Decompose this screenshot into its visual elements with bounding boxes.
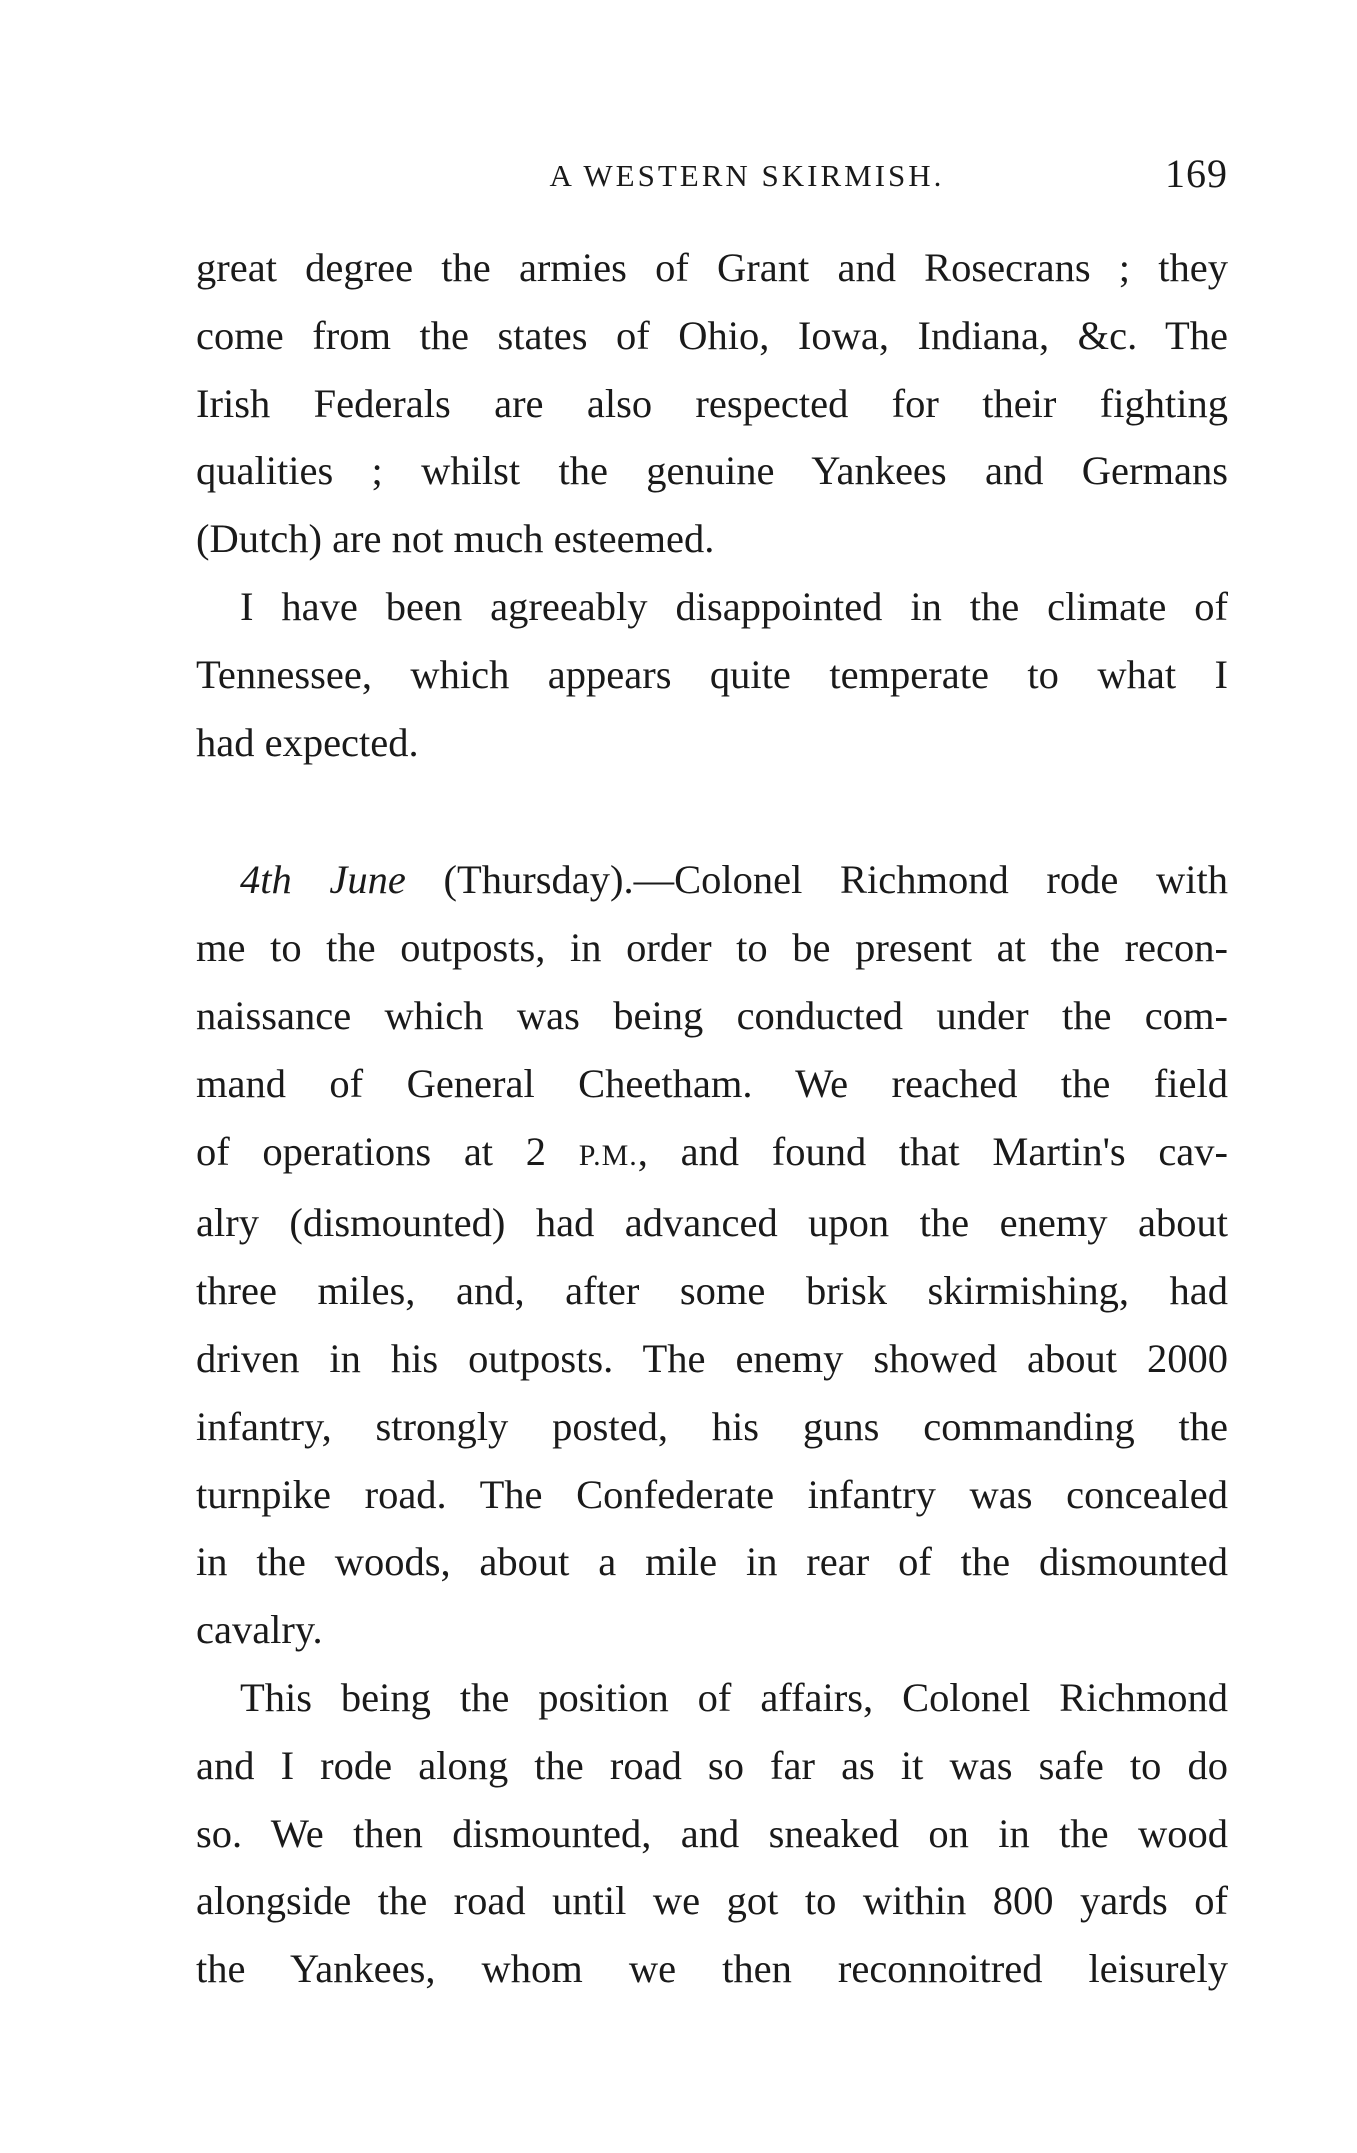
text-line: cavalry. [196, 1607, 323, 1653]
text-line: turnpike road. The Confederate infantry was concealed [196, 1471, 1228, 1517]
text-line: great degree the armies of Grant and Rosecrans ; they [196, 245, 1228, 290]
paragraph-2 [196, 573, 1228, 776]
text-line: Irish Federals are also respected for their fighting [196, 380, 1228, 426]
text-line: qualities ; whilst the genuine Yankees and Germans [196, 448, 1228, 494]
text-line-dated [196, 846, 1228, 914]
time-line-start: of operations at 2 [196, 1128, 579, 1174]
text-line: me to the outposts, in order to be present at the recon- [196, 925, 1228, 971]
body-text [196, 234, 1228, 2003]
book-page [196, 150, 1228, 2003]
text-line: in the woods, about a mile in rear of the dismounted [196, 1539, 1228, 1585]
paragraph-4 [196, 1664, 1228, 2003]
text-line: and I rode along the road so far as it was safe to do [196, 1742, 1228, 1788]
text-line: alongside the road until we got to within 800 yards of [196, 1878, 1228, 1924]
text-line: the Yankees, whom we then reconnoitred leisurely [196, 1946, 1228, 1992]
text-line: (Dutch) are not much esteemed. [196, 516, 715, 562]
page-number: 169 [1165, 151, 1228, 196]
text-line: naissance which was being conducted under the com- [196, 992, 1228, 1038]
running-head [196, 150, 1228, 210]
text-line: driven in his outposts. The enemy showed about 2000 [196, 1335, 1228, 1381]
text-line: infantry, strongly posted, his guns commanding the [196, 1403, 1228, 1449]
running-title: A WESTERN SKIRMISH. [549, 158, 945, 193]
text-line: This being the position of affairs, Colonel Richmond [240, 1674, 1228, 1720]
text-line: had expected. [196, 719, 419, 765]
time-smallcaps: P.M. [578, 1138, 638, 1172]
time-line-rest: , and found that Martin's cav- [637, 1128, 1229, 1174]
paragraph-1 [196, 234, 1228, 573]
text-line: mand of General Cheetham. We reached the field [196, 1060, 1228, 1106]
text-line: three miles, and, after some brisk skirmishing, had [196, 1268, 1228, 1314]
entry-date-rest: (Thursday).—Colonel Richmond rode with [405, 857, 1228, 903]
text-line: I have been agreeably disappointed in the climate of [240, 583, 1228, 629]
text-line: Tennessee, which appears quite temperate to what I [196, 651, 1228, 697]
text-line: so. We then dismounted, and sneaked on in the wood [196, 1810, 1228, 1856]
text-line: alry (dismounted) had advanced upon the enemy about [196, 1200, 1228, 1246]
entry-date: 4th June [240, 857, 406, 903]
text-line-time [196, 1118, 1228, 1190]
text-line: come from the states of Ohio, Iowa, Indiana, &c. The [196, 312, 1228, 358]
paragraph-3-diary-entry [196, 846, 1228, 1664]
